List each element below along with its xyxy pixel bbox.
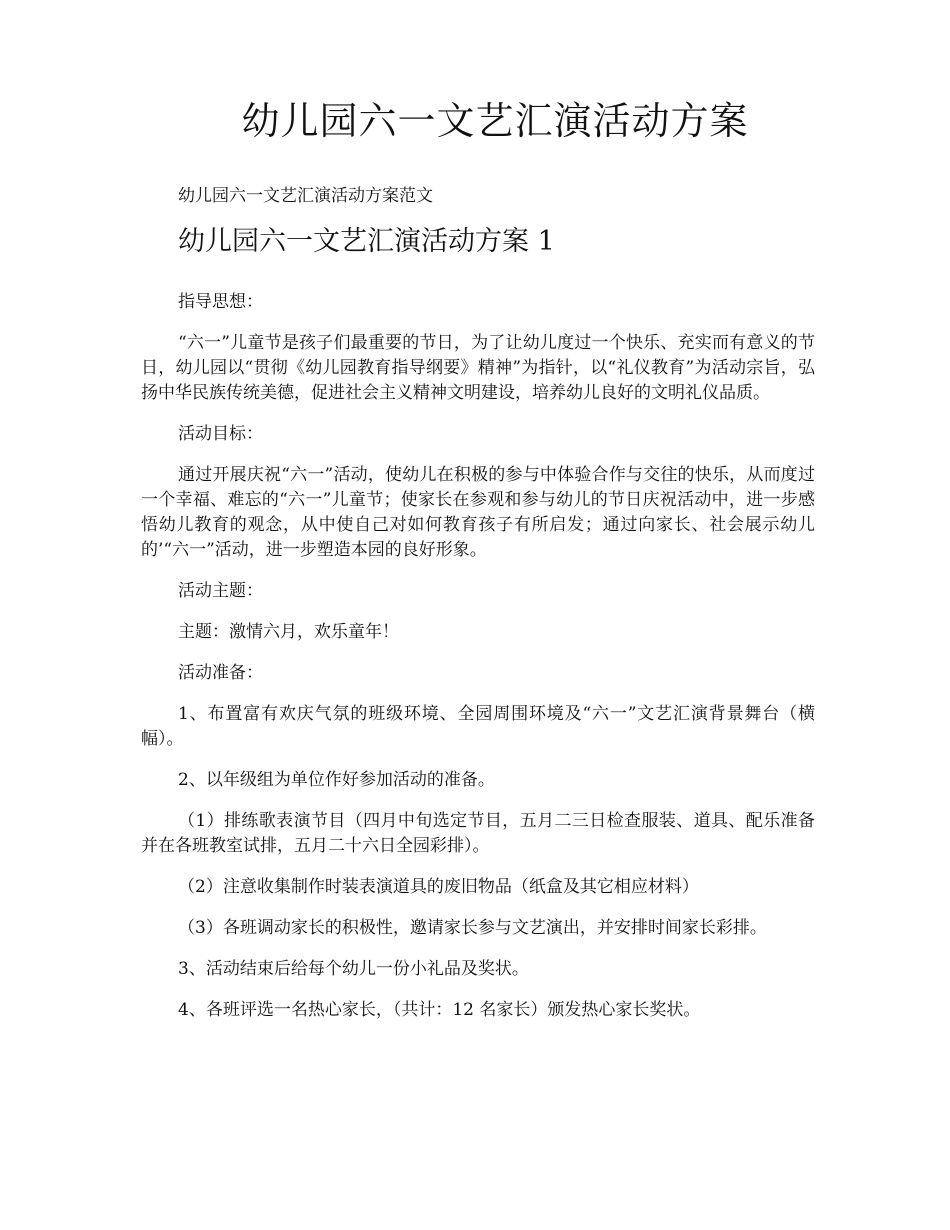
document-body [141, 290, 815, 1039]
paragraph-prep-2: 2、以年级组为单位作好参加活动的准备。 [178, 770, 495, 790]
paragraph-prep-2-3: （3）各班调动家长的积极性，邀请家长参与文艺演出，并安排时间家长彩排。 [178, 918, 767, 938]
document-title: 幼儿园六一文艺汇演活动方案 [241, 99, 749, 143]
paragraph-prep-2-1: （1）排练歌表演节目（四月中旬选定节目，五月二三日检查服装、道具、配乐准备并在各班教室试排，五月二十六日全园彩排）。 [141, 811, 815, 856]
paragraph-label-goals: 活动目标： [178, 424, 263, 444]
document-subtitle: 幼儿园六一文艺汇演活动方案范文 [178, 186, 433, 206]
paragraph-label-guiding-thought: 指导思想： [178, 292, 263, 312]
paragraph-label-preparation: 活动准备： [178, 663, 263, 683]
paragraph-guiding-thought: “六一”儿童节是孩子们最重要的节日，为了让幼儿度过一个快乐、充实而有意义的节日，幼儿园以“贯彻《幼儿园教育指导纲要》精神”为指针，以“礼仪教育”为活动宗旨，弘扬中华民族传统美德，促进社会主义精神文明建设，培养幼儿良好的文明礼仪品质。 [141, 333, 815, 403]
paragraph-prep-1: 1、布置富有欢庆气氛的班级环境、全园周围环境及“六一”文艺汇演背景舞台（横幅）。 [141, 704, 815, 749]
paragraph-prep-4: 4、各班评选一名热心家长，（共计：12 名家长）颁发热心家长奖状。 [178, 1000, 701, 1020]
paragraph-prep-2-2: （2）注意收集制作时装表演道具的废旧物品（纸盒及其它相应材料） [178, 877, 699, 897]
section-heading: 幼儿园六一文艺汇演活动方案 1 [178, 226, 555, 257]
paragraph-prep-3: 3、活动结束后给每个幼儿一份小礼品及奖状。 [178, 959, 529, 979]
paragraph-theme: 主题：激情六月，欢乐童年！ [178, 622, 399, 642]
paragraph-label-theme: 活动主题： [178, 581, 263, 601]
paragraph-goals: 通过开展庆祝“六一”活动，使幼儿在积极的参与中体验合作与交往的快乐，从而度过一个幸福、难忘的“六一”儿童节；使家长在参观和参与幼儿的节日庆祝活动中，进一步感悟幼儿教育的观念，从中使自己对如何教育孩子有所启发；通过向家长、社会展示幼儿的’“六一”活动，进一步塑造本园的良好形象。 [141, 465, 815, 560]
